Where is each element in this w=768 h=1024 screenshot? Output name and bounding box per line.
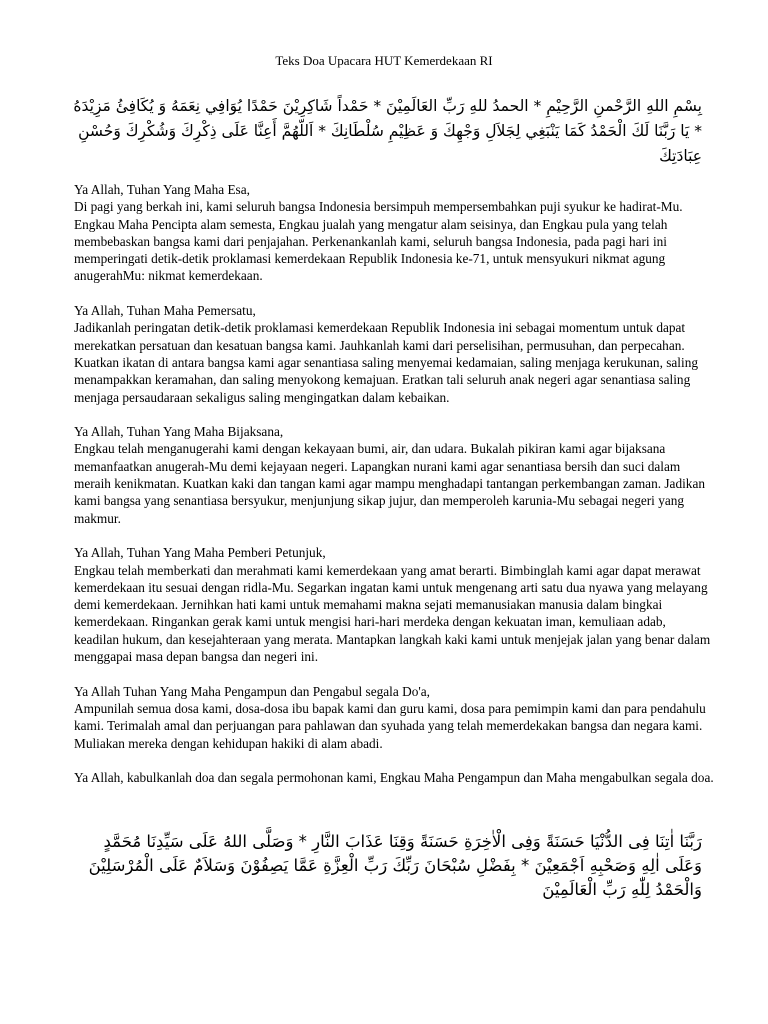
paragraph-heading: Ya Allah, Tuhan Yang Maha Bijaksana, [74,424,284,440]
paragraph-text: Jadikanlah peringatan detik-detik proklamasi kemerdekaan Republik Indonesia ini sebagai momentum untuk dapat merekatkan persatuan dan kesatuan bangsa kami. Jauhkanlah kami dari perselisihan, permusuhan, dan perpecahan. Kuatkan ikatan di antara bangsa kami agar senantiasa saling menyemai kedamaian, saling menjaga kerukunan, saling menampakkan keramahan, dan saling menyokong kemajuan. Eratkan tali seluruh anak negeri agar senantiasa saling menjaga persaudaraan sekaligus saling mengingatkan dalam kebaikan. [74,320,698,405]
paragraph [74,181,714,285]
paragraph [74,683,714,752]
paragraph [74,423,714,527]
document-title: Teks Doa Upacara HUT Kemerdekaan RI [275,53,493,68]
paragraph-heading: Ya Allah, Tuhan Yang Maha Esa, [74,182,250,197]
paragraph-heading: Ya Allah, Tuhan Maha Pemersatu, [74,303,256,319]
paragraph-text: Di pagi yang berkah ini, kami seluruh bangsa Indonesia bersimpuh mempersembahkan puji syukur ke hadirat-Mu. Engkau Maha Pencipta alam semesta, Engkau jualah yang mengatur alam seisinya, dan Engkau pula yang telah membebaskan bangsa kami dari penjajahan. Perkenankanlah kami, seluruh bangsa Indonesia, pada pagi hari ini memperingati detik-detik proklamasi kemerdekaan Republik Indonesia ke-71, untuk mensyukuri nikmat agung anugerahMu: nikmat kemerdekaan. [74,199,683,284]
prayer-body [74,181,714,804]
paragraph [74,769,714,786]
paragraph [74,302,714,406]
paragraph-heading: Ya Allah, kabulkanlah doa dan segala permohonan kami, Engkau Maha Pengampun dan Maha mengabulkan segala doa. [74,770,714,786]
opening-arabic-prayer: بِسْمِ اللهِ الرَّحْمنِ الرَّحِيْمِ * الحمدُ للهِ رَبِّ العَالَمِيْنَ * حَمْداً شَاكِرِيْنَ حَمْدًا يُوَافِي نِعَمَهُ وَ يُكَافِئُ مَزِيْدَهُ * يَا رَبَّنَا لَكَ الْحَمْدُ كَمَا يَنْبَغِي لِجَلاَلِ وَجْهِكَ وَ عَظِيْمِ سُلْطَانِكَ * اَللّهُمَّ أَعِنَّا عَلَى ذِكْرِكَ وَشُكْرِكَ وَحُسْنِ عِبَادَتِكَ [73,97,702,165]
paragraph-text: Ampunilah semua dosa kami, dosa-dosa ibu bapak kami dan guru kami, dosa para pemimpin kami dan para pendahulu kami. Terimalah amal dan perjuangan para pahlawan dan syuhada yang telah memerdekakan bangsa dan negara kami. Muliakan mereka dengan kehidupan hakiki di alam abadi. [74,700,706,751]
paragraph-text: Engkau telah memberkati dan merahmati kami kemerdekaan yang amat berarti. Bimbinglah kami agar dapat merawat kemerdekaan itu sesuai dengan ridla-Mu. Segarkan ingatan kami untuk mengenang arti satu dua nyawa yang melayang demi kemerdekaan. Jernihkan hati kami untuk memahami makna sejati memanusiakan manusia dalam bingkai kemerdekaan. Ringankan gerak kami untuk mengisi hari-hari merdeka dengan kekuatan iman, kemuliaan adab, keadilan hukum, dan kesejahteraan yang merata. Mantapkan langkah kaki kami untuk menjejak jalan yang benar dalam menggapai masa depan bangsa dan negeri ini. [74,562,711,665]
paragraph [74,544,714,665]
paragraph-heading: Ya Allah, Tuhan Yang Maha Pemberi Petunjuk, [74,545,326,561]
paragraph-text: Engkau telah menganugerahi kami dengan kekayaan bumi, air, dan udara. Bukalah pikiran kami agar bijaksana memanfaatkan anugerah-Mu demi kejayaan negeri. Lapangkan nurani kami agar senantiasa bersih dan suci dalam meraih kenikmatan. Kuatkan kaki dan tangan kami agar mampu menghadapi tantangan perkembangan zaman. Jadikan kami bangsa yang senantiasa bersyukur, menjunjung sikap jujur, dan memperoleh karunia-Mu sebagai negeri yang makmur. [74,441,705,526]
closing-arabic-prayer: رَبَّنَا اٰتِنَا فِى الدُّنْيَا حَسَنَةً وَفِى الْاٰخِرَةِ حَسَنَةً وَقِنَا عَذَابَ النَّارِ * وَصَلَّى اللهُ عَلَى سَيِّدِنَا مُحَمَّدٍ وَعَلَى اٰلِهِ وَصَحْبِهِ اَجْمَعِيْنَ * بِفَضْلِ سُبْحَانَ رَبِّكَ رَبِّ الْعِزَّةِ عَمَّا يَصِفُوْنَ وَسَلاَمٌ عَلَى الْمُرْسَلِيْنَ وَالْحَمْدُ لِلّٰهِ رَبِّ الْعَالَمِيْنَ [88,832,702,899]
paragraph-heading: Ya Allah Tuhan Yang Maha Pengampun dan Pengabul segala Do'a, [74,683,430,699]
